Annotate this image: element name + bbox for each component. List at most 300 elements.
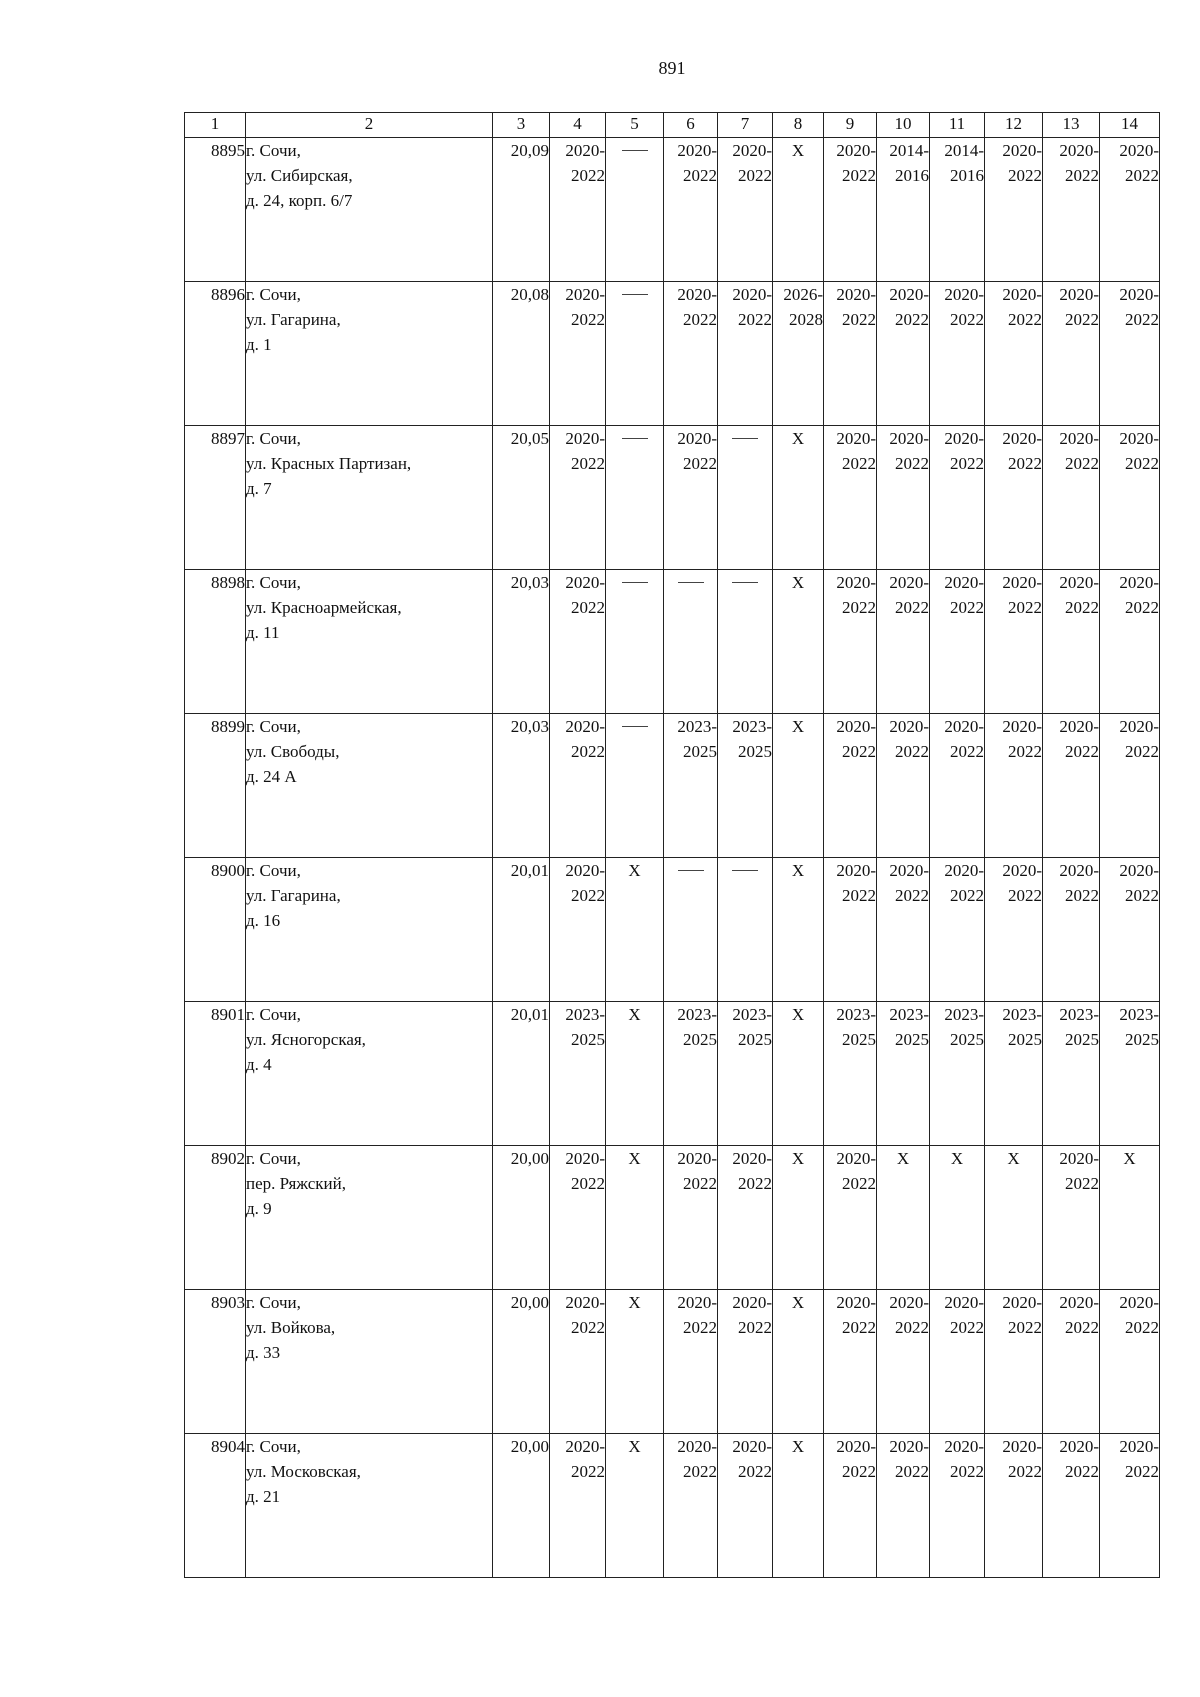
address-cell: [246, 1290, 493, 1434]
period-line: 2020-: [565, 717, 605, 736]
mark-cell: X: [877, 1146, 930, 1290]
period-cell: [824, 1146, 877, 1290]
period-line: 2020-: [836, 285, 876, 304]
period-line: 2022: [1008, 454, 1042, 473]
period-cell: [985, 138, 1043, 282]
period-line: 2020-: [889, 429, 929, 448]
period-cell: [1100, 570, 1160, 714]
mark-cell: X: [773, 1290, 824, 1434]
address-line: д. 33: [246, 1343, 281, 1362]
period-line: 2020-: [1002, 1293, 1042, 1312]
period-line: 2023-: [732, 1005, 772, 1024]
period-line: 2022: [842, 886, 876, 905]
period-cell: [877, 1434, 930, 1578]
address-line: ул. Гагарина,: [246, 310, 341, 329]
mark-cell: X: [930, 1146, 985, 1290]
period-cell: [1043, 138, 1100, 282]
period-line: 2023-: [1002, 1005, 1042, 1024]
period-line: 2020-: [732, 1293, 772, 1312]
period-line: 2020-: [1059, 573, 1099, 592]
register-table: [184, 112, 1160, 1578]
period-cell: [1043, 858, 1100, 1002]
period-cell: [1043, 1290, 1100, 1434]
period-cell: [1100, 282, 1160, 426]
address-line: ул. Войкова,: [246, 1318, 336, 1337]
period-cell: [550, 1290, 606, 1434]
mark-cell: X: [773, 714, 824, 858]
period-cell: [985, 714, 1043, 858]
period-line: 2022: [738, 1174, 772, 1193]
period-line: 2020-: [732, 285, 772, 304]
period-line: 2022: [571, 454, 605, 473]
period-cell: [550, 1434, 606, 1578]
period-line: 2022: [571, 742, 605, 761]
table-row: [185, 426, 1160, 570]
mark-cell: X: [773, 858, 824, 1002]
period-line: 2020-: [1059, 1437, 1099, 1456]
period-line: 2016: [950, 166, 984, 185]
period-line: 2020-: [836, 573, 876, 592]
column-header-2: 2: [246, 113, 493, 138]
period-cell: [1043, 1002, 1100, 1146]
mark-cell: X: [1100, 1146, 1160, 1290]
address-line: д. 7: [246, 479, 272, 498]
period-line: 2022: [571, 1318, 605, 1337]
period-line: 2022: [842, 1462, 876, 1481]
period-cell: [824, 138, 877, 282]
period-line: 2022: [950, 1318, 984, 1337]
address-line: г. Сочи,: [246, 1149, 301, 1168]
period-line: 2022: [738, 310, 772, 329]
dash-mark: [732, 870, 758, 871]
period-cell: [664, 714, 718, 858]
period-line: 2020-: [565, 429, 605, 448]
period-line: 2022: [895, 742, 929, 761]
period-cell: [718, 138, 773, 282]
column-header-row: [185, 113, 1160, 138]
address-line: д. 21: [246, 1487, 281, 1506]
period-line: 2022: [1125, 166, 1159, 185]
address-line: д. 24 А: [246, 767, 297, 786]
period-line: 2022: [842, 1174, 876, 1193]
period-cell: [985, 1002, 1043, 1146]
period-line: 2020-: [677, 1149, 717, 1168]
table-row: [185, 570, 1160, 714]
period-line: 2022: [842, 1318, 876, 1337]
period-line: 2022: [1125, 1462, 1159, 1481]
period-cell: [1100, 1434, 1160, 1578]
period-line: 2022: [1008, 598, 1042, 617]
period-line: 2020-: [889, 285, 929, 304]
period-line: 2025: [683, 1030, 717, 1049]
period-cell: [1100, 858, 1160, 1002]
period-line: 2020-: [732, 141, 772, 160]
period-cell: [1100, 1002, 1160, 1146]
address-line: д. 9: [246, 1199, 272, 1218]
period-line: 2022: [683, 310, 717, 329]
column-header-11: 11: [930, 113, 985, 138]
period-line: 2023-: [944, 1005, 984, 1024]
period-cell: [550, 1002, 606, 1146]
period-cell: [664, 1290, 718, 1434]
period-cell: [664, 138, 718, 282]
address-line: ул. Сибирская,: [246, 166, 353, 185]
period-line: 2022: [683, 1174, 717, 1193]
value-cell: 20,08: [493, 282, 550, 426]
period-cell: [930, 1434, 985, 1578]
period-line: 2020-: [677, 285, 717, 304]
address-line: г. Сочи,: [246, 1293, 301, 1312]
period-line: 2020-: [1119, 1437, 1159, 1456]
mark-cell: X: [773, 1002, 824, 1146]
period-cell: [550, 570, 606, 714]
period-line: 2014-: [944, 141, 984, 160]
period-line: 2022: [1065, 742, 1099, 761]
period-cell: [877, 570, 930, 714]
period-line: 2022: [895, 1462, 929, 1481]
period-line: 2020-: [677, 141, 717, 160]
period-line: 2020-: [836, 861, 876, 880]
period-line: 2020-: [1002, 1437, 1042, 1456]
period-line: 2022: [842, 454, 876, 473]
period-cell: [985, 1290, 1043, 1434]
period-cell: [664, 1146, 718, 1290]
period-line: 2020-: [677, 429, 717, 448]
table-row: [185, 1290, 1160, 1434]
address-cell: [246, 714, 493, 858]
value-cell: 20,00: [493, 1290, 550, 1434]
period-cell: [1100, 426, 1160, 570]
period-line: 2022: [842, 166, 876, 185]
period-cell: [550, 714, 606, 858]
period-line: 2020-: [1002, 141, 1042, 160]
period-cell: [824, 1290, 877, 1434]
period-line: 2016: [895, 166, 929, 185]
period-line: 2020-: [889, 1293, 929, 1312]
row-number: 8904: [185, 1434, 246, 1578]
period-line: 2022: [1008, 310, 1042, 329]
address-line: ул. Красноармейская,: [246, 598, 402, 617]
period-cell: [824, 1434, 877, 1578]
period-cell: [550, 138, 606, 282]
period-line: 2022: [738, 166, 772, 185]
period-cell: [985, 858, 1043, 1002]
period-cell: [1043, 426, 1100, 570]
period-cell: [824, 570, 877, 714]
period-line: 2022: [1008, 742, 1042, 761]
period-line: 2020-: [889, 717, 929, 736]
period-line: 2023-: [836, 1005, 876, 1024]
dash-mark: [622, 726, 648, 727]
period-cell: [930, 138, 985, 282]
table-row: [185, 1002, 1160, 1146]
value-cell: 20,05: [493, 426, 550, 570]
period-cell: [985, 1434, 1043, 1578]
period-cell: [824, 858, 877, 1002]
dash-cell: [718, 570, 773, 714]
address-line: ул. Красных Партизан,: [246, 454, 412, 473]
period-line: 2022: [683, 166, 717, 185]
period-cell: [930, 1290, 985, 1434]
address-line: д. 4: [246, 1055, 272, 1074]
value-cell: 20,01: [493, 858, 550, 1002]
period-cell: [664, 282, 718, 426]
row-number: 8899: [185, 714, 246, 858]
period-cell: [930, 858, 985, 1002]
period-line: 2020-: [1002, 429, 1042, 448]
period-line: 2020-: [732, 1437, 772, 1456]
column-header-8: 8: [773, 113, 824, 138]
period-line: 2022: [1008, 166, 1042, 185]
address-line: г. Сочи,: [246, 429, 301, 448]
address-cell: [246, 426, 493, 570]
period-line: 2022: [950, 454, 984, 473]
row-number: 8903: [185, 1290, 246, 1434]
period-line: 2025: [842, 1030, 876, 1049]
period-line: 2023-: [889, 1005, 929, 1024]
dash-mark: [678, 870, 704, 871]
period-line: 2022: [1125, 742, 1159, 761]
period-line: 2022: [1065, 1462, 1099, 1481]
period-cell: [877, 426, 930, 570]
period-line: 2020-: [1059, 1149, 1099, 1168]
period-line: 2022: [683, 1462, 717, 1481]
period-line: 2022: [1065, 1174, 1099, 1193]
period-line: 2020-: [1002, 717, 1042, 736]
period-cell: [718, 1146, 773, 1290]
column-header-13: 13: [1043, 113, 1100, 138]
address-line: г. Сочи,: [246, 861, 301, 880]
mark-cell: X: [773, 570, 824, 714]
period-cell: [718, 1290, 773, 1434]
period-line: 2020-: [944, 1293, 984, 1312]
period-cell: [1043, 1146, 1100, 1290]
address-line: д. 24, корп. 6/7: [246, 191, 353, 210]
period-line: 2020-: [1002, 861, 1042, 880]
period-line: 2020-: [1119, 429, 1159, 448]
period-line: 2025: [683, 742, 717, 761]
dash-cell: [718, 858, 773, 1002]
period-line: 2025: [738, 742, 772, 761]
period-line: 2020-: [732, 1149, 772, 1168]
period-line: 2022: [842, 598, 876, 617]
address-cell: [246, 282, 493, 426]
period-cell: [718, 1002, 773, 1146]
period-line: 2026-: [783, 285, 823, 304]
period-line: 2020-: [944, 1437, 984, 1456]
address-line: ул. Свободы,: [246, 742, 340, 761]
period-line: 2023-: [677, 717, 717, 736]
period-line: 2020-: [1059, 429, 1099, 448]
period-cell: [985, 426, 1043, 570]
period-line: 2022: [571, 166, 605, 185]
row-number: 8897: [185, 426, 246, 570]
period-line: 2020-: [944, 285, 984, 304]
period-line: 2022: [950, 886, 984, 905]
period-line: 2022: [1065, 886, 1099, 905]
address-line: г. Сочи,: [246, 1005, 301, 1024]
period-line: 2020-: [1059, 717, 1099, 736]
period-line: 2014-: [889, 141, 929, 160]
period-line: 2020-: [1059, 861, 1099, 880]
period-line: 2020-: [1002, 573, 1042, 592]
period-cell: [824, 426, 877, 570]
period-line: 2022: [571, 1174, 605, 1193]
period-cell: [773, 282, 824, 426]
period-cell: [877, 858, 930, 1002]
period-line: 2023-: [1059, 1005, 1099, 1024]
period-line: 2023-: [1119, 1005, 1159, 1024]
period-line: 2022: [683, 454, 717, 473]
period-cell: [664, 426, 718, 570]
period-cell: [985, 570, 1043, 714]
mark-cell: X: [773, 1434, 824, 1578]
period-line: 2022: [950, 310, 984, 329]
period-line: 2023-: [565, 1005, 605, 1024]
period-cell: [930, 282, 985, 426]
dash-mark: [622, 150, 648, 151]
address-line: д. 11: [246, 623, 280, 642]
period-line: 2022: [1065, 598, 1099, 617]
period-line: 2022: [571, 598, 605, 617]
period-line: 2022: [738, 1318, 772, 1337]
period-line: 2020-: [565, 861, 605, 880]
address-line: пер. Ряжский,: [246, 1174, 346, 1193]
period-cell: [1043, 282, 1100, 426]
period-line: 2022: [895, 310, 929, 329]
dash-cell: [718, 426, 773, 570]
column-header-4: 4: [550, 113, 606, 138]
address-line: ул. Гагарина,: [246, 886, 341, 905]
address-line: г. Сочи,: [246, 1437, 301, 1456]
table-row: [185, 858, 1160, 1002]
period-line: 2020-: [889, 1437, 929, 1456]
row-number: 8901: [185, 1002, 246, 1146]
period-cell: [550, 858, 606, 1002]
table-row: [185, 282, 1160, 426]
dash-mark: [622, 582, 648, 583]
dash-mark: [622, 438, 648, 439]
table-row: [185, 714, 1160, 858]
period-cell: [664, 1434, 718, 1578]
dash-cell: [664, 570, 718, 714]
row-number: 8895: [185, 138, 246, 282]
period-line: 2020-: [1119, 861, 1159, 880]
period-line: 2022: [895, 454, 929, 473]
period-line: 2025: [571, 1030, 605, 1049]
period-cell: [824, 1002, 877, 1146]
page-number: 891: [658, 58, 686, 78]
period-cell: [824, 714, 877, 858]
period-line: 2020-: [1059, 285, 1099, 304]
dash-mark: [732, 582, 758, 583]
period-cell: [1043, 570, 1100, 714]
period-line: 2020-: [565, 573, 605, 592]
address-cell: [246, 1002, 493, 1146]
mark-cell: X: [606, 858, 664, 1002]
period-line: 2022: [842, 310, 876, 329]
period-line: 2022: [1125, 454, 1159, 473]
period-line: 2022: [950, 1462, 984, 1481]
column-header-10: 10: [877, 113, 930, 138]
period-line: 2020-: [836, 1293, 876, 1312]
column-header-7: 7: [718, 113, 773, 138]
address-line: г. Сочи,: [246, 717, 301, 736]
value-cell: 20,03: [493, 570, 550, 714]
period-cell: [718, 282, 773, 426]
period-cell: [550, 1146, 606, 1290]
table-row: [185, 1146, 1160, 1290]
period-cell: [718, 1434, 773, 1578]
value-cell: 20,09: [493, 138, 550, 282]
mark-cell: X: [606, 1002, 664, 1146]
period-cell: [824, 282, 877, 426]
mark-cell: X: [606, 1146, 664, 1290]
period-line: 2020-: [565, 1149, 605, 1168]
period-line: 2025: [738, 1030, 772, 1049]
period-line: 2020-: [565, 141, 605, 160]
period-line: 2022: [895, 598, 929, 617]
period-line: 2022: [571, 1462, 605, 1481]
period-line: 2022: [1008, 1462, 1042, 1481]
period-line: 2025: [1065, 1030, 1099, 1049]
address-line: г. Сочи,: [246, 285, 301, 304]
period-line: 2020-: [1059, 141, 1099, 160]
dash-cell: [606, 282, 664, 426]
period-cell: [718, 714, 773, 858]
period-line: 2025: [895, 1030, 929, 1049]
mark-cell: X: [606, 1434, 664, 1578]
mark-cell: X: [985, 1146, 1043, 1290]
period-line: 2020-: [836, 141, 876, 160]
period-line: 2020-: [565, 1293, 605, 1312]
period-line: 2020-: [944, 429, 984, 448]
period-line: 2020-: [836, 717, 876, 736]
address-cell: [246, 1146, 493, 1290]
column-header-1: 1: [185, 113, 246, 138]
period-cell: [930, 426, 985, 570]
address-cell: [246, 138, 493, 282]
period-line: 2020-: [1002, 285, 1042, 304]
row-number: 8902: [185, 1146, 246, 1290]
column-header-3: 3: [493, 113, 550, 138]
period-line: 2020-: [889, 861, 929, 880]
dash-mark: [732, 438, 758, 439]
period-line: 2022: [738, 1462, 772, 1481]
period-cell: [877, 282, 930, 426]
period-line: 2020-: [1119, 1293, 1159, 1312]
period-line: 2022: [1065, 166, 1099, 185]
period-line: 2020-: [889, 573, 929, 592]
period-line: 2022: [683, 1318, 717, 1337]
dash-cell: [606, 426, 664, 570]
period-line: 2023-: [732, 717, 772, 736]
value-cell: 20,00: [493, 1434, 550, 1578]
table-row: [185, 138, 1160, 282]
period-cell: [877, 1002, 930, 1146]
period-line: 2020-: [565, 285, 605, 304]
dash-cell: [606, 714, 664, 858]
address-line: г. Сочи,: [246, 573, 301, 592]
period-line: 2020-: [944, 861, 984, 880]
period-cell: [550, 426, 606, 570]
period-line: 2025: [1125, 1030, 1159, 1049]
period-cell: [877, 1290, 930, 1434]
address-line: д. 16: [246, 911, 281, 930]
period-cell: [877, 714, 930, 858]
period-cell: [664, 1002, 718, 1146]
period-line: 2022: [1125, 886, 1159, 905]
